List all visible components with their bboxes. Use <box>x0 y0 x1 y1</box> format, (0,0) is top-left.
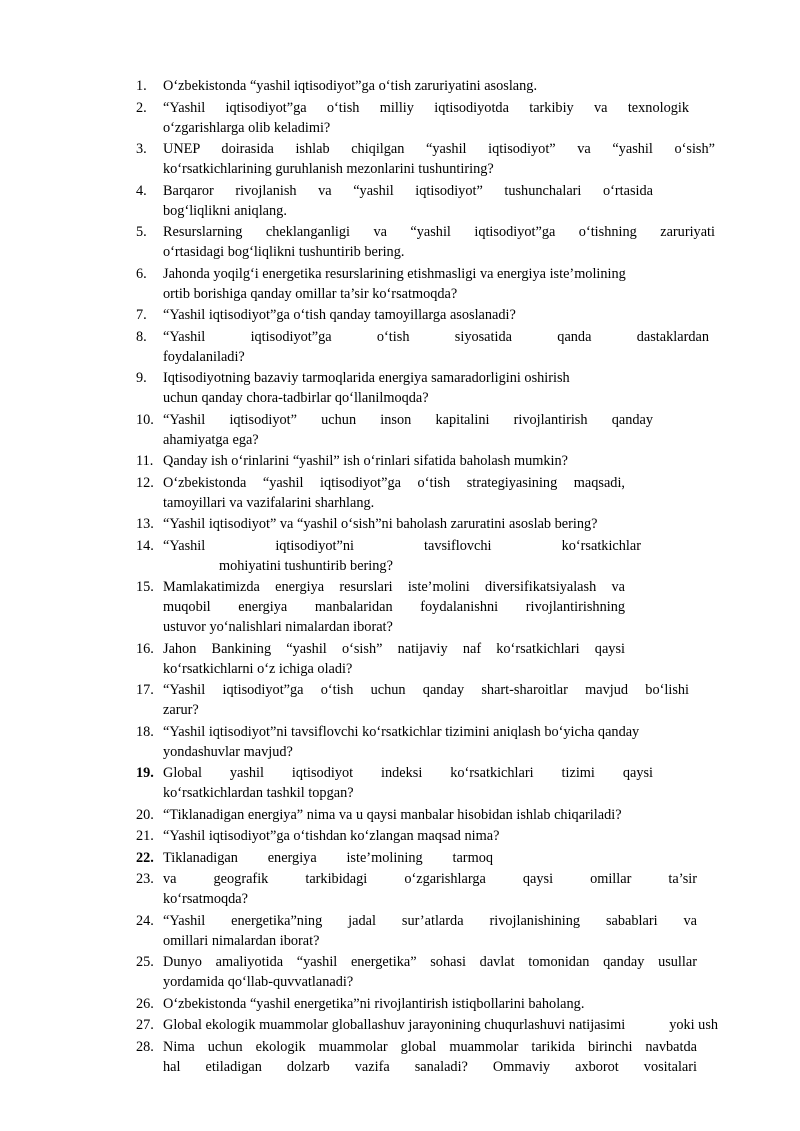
item-text: Barqaror rivojlanish va “yashil iqtisodiyot” tushunchalari o‘rtasida <box>163 182 653 199</box>
item-text: O‘zbekistonda “yashil iqtisodiyot”ga o‘tish zaruriyatini asoslang. <box>163 78 538 94</box>
item-number: 12. <box>136 474 154 491</box>
item-text: Iqtisodiyotning bazaviy tarmoqlarida energiya samaradorligini oshirish <box>163 370 570 386</box>
item-number: 5. <box>136 224 147 240</box>
item-number: 17. <box>136 682 154 698</box>
item-text: “Yashil iqtisodiyot”ga o‘tish milliy iqtisodiyotda tarkibiy va texnologik <box>163 99 689 116</box>
item-number: 11. <box>136 453 154 469</box>
item-text: Jahonda yoqilg‘i energetika resurslarining etishmasligi va energiya iste’molining <box>163 265 626 282</box>
item-number: 28. <box>136 1038 154 1055</box>
item-number: 3. <box>136 141 147 157</box>
list-item <box>0 305 800 325</box>
item-number: 7. <box>136 307 147 323</box>
item-text: o‘rtasidagi bog‘liqlikni tushuntirib bering. <box>163 244 405 260</box>
item-text-part: yoki ush <box>669 1017 719 1033</box>
list-item <box>0 222 800 262</box>
item-text: Global yashil iqtisodiyot indeksi ko‘rsatkichlari tizimi qaysi <box>163 765 653 781</box>
item-text: “Tiklanadigan energiya” nima va u qaysi manbalar hisobidan ishlab chiqariladi? <box>163 806 622 823</box>
item-text: va geografik tarkibidagi o‘zgarishlarga qaysi omillar ta’sir <box>163 871 697 887</box>
item-text: yondashuvlar mavjud? <box>163 743 293 760</box>
item-number: 25. <box>136 954 154 970</box>
item-text: UNEP doirasida ishlab chiqilgan “yashil iqtisodiyot” va “yashil o‘sish” <box>163 141 715 157</box>
list-item <box>0 911 800 951</box>
list-item <box>0 451 800 471</box>
list-item <box>0 368 800 408</box>
item-text: muqobil energiya manbalaridan foydalanishni rivojlantirishning <box>163 599 625 615</box>
item-text: ko‘rsatkichlarining guruhlanish mezonlarini tushuntiring? <box>163 161 494 177</box>
item-number: 26. <box>136 995 154 1012</box>
list-item <box>0 639 800 679</box>
list-item <box>0 826 800 846</box>
item-text: bog‘liqlikni aniqlang. <box>163 202 287 219</box>
item-text: Nima uchun ekologik muammolar global muammolar tarikida birinchi navbatda <box>163 1038 697 1055</box>
item-text: foydalaniladi? <box>163 348 245 365</box>
list-item <box>0 1015 800 1035</box>
item-text: Jahon Bankining “yashil o‘sish” natijaviy naf ko‘rsatkichlari qaysi <box>163 640 625 657</box>
list-item <box>0 722 800 762</box>
item-text: omillari nimalardan iborat? <box>163 932 320 949</box>
item-text: “Yashil iqtisodiyot” uchun inson kapitalini rivojlantirish qanday <box>163 411 653 428</box>
item-text: “Yashil iqtisodiyot” va “yashil o‘sish”ni baholash zaruratini asoslab bering? <box>163 516 598 532</box>
item-number: 6. <box>136 265 147 282</box>
item-text: o‘zgarishlarga olib keladimi? <box>163 119 331 136</box>
list-item <box>0 763 800 803</box>
list-item <box>0 869 800 909</box>
list-item <box>0 680 800 720</box>
item-number: 13. <box>136 516 154 532</box>
item-text: ustuvor yo‘nalishlari nimalardan iborat? <box>163 619 393 635</box>
list-item <box>0 410 800 450</box>
item-text: Mamlakatimizda energiya resurslari iste’molini diversifikatsiyalash va <box>163 579 625 595</box>
list-item <box>0 536 800 576</box>
item-number: 15. <box>136 579 154 595</box>
list-item <box>0 577 800 637</box>
item-text-part: Global ekologik muammolar globallashuv jarayonining chuqurlashuvi natijasimi <box>163 1017 626 1033</box>
list-item <box>0 181 800 221</box>
list-item <box>0 848 800 868</box>
item-text <box>163 1015 800 1035</box>
list-item <box>0 805 800 825</box>
list-item <box>0 952 800 992</box>
item-text: “Yashil iqtisodiyot”ga o‘tish qanday tamoyillarga asoslanadi? <box>163 307 516 323</box>
list-item <box>0 139 800 179</box>
item-number: 16. <box>136 640 154 657</box>
item-text: ortib borishiga qanday omillar ta’sir ko‘rsatmoqda? <box>163 285 458 302</box>
list-item <box>0 473 800 513</box>
item-text: ko‘rsatkichlarni o‘z ichiga oladi? <box>163 660 353 677</box>
item-number: 4. <box>136 182 147 199</box>
item-text: “Yashil iqtisodiyot”ni tavsiflovchi ko‘rsatkichlar <box>163 537 641 554</box>
list-item <box>0 98 800 138</box>
question-list <box>0 76 800 1078</box>
item-text: ko‘rsatmoqda? <box>163 891 248 907</box>
item-text: “Yashil iqtisodiyot”ga o‘tish uchun qanday shart-sharoitlar mavjud bo‘lishi <box>163 682 689 698</box>
item-text: zarur? <box>163 702 199 718</box>
item-text: Qanday ish o‘rinlarini “yashil” ish o‘rinlari sifatida baholash mumkin? <box>163 453 568 469</box>
item-number: 27. <box>136 1017 154 1033</box>
item-text: Resurslarning cheklanganligi va “yashil iqtisodiyot”ga o‘tishning zaruriyati <box>163 224 715 240</box>
list-item <box>0 327 800 367</box>
item-number: 9. <box>136 370 147 386</box>
item-text: Dunyo amaliyotida “yashil energetika” sohasi davlat tomonidan qanday usullar <box>163 954 697 970</box>
item-text: ko‘rsatkichlardan tashkil topgan? <box>163 785 354 801</box>
item-number: 24. <box>136 912 154 929</box>
item-text: yordamida qo‘llab-quvvatlanadi? <box>163 974 354 990</box>
item-number: 18. <box>136 723 154 740</box>
item-text: mohiyatini tushuntirib bering? <box>219 557 393 574</box>
item-text: “Yashil iqtisodiyot”ga o‘tish siyosatida qanda dastaklardan <box>163 328 709 345</box>
list-item <box>0 76 800 96</box>
item-number: 1. <box>136 78 147 94</box>
item-text: ahamiyatga ega? <box>163 431 259 448</box>
item-text: uchun qanday chora-tadbirlar qo‘llanilmoqda? <box>163 390 429 406</box>
item-text: “Yashil iqtisodiyot”ga o‘tishdan ko‘zlangan maqsad nima? <box>163 828 500 844</box>
item-number: 22. <box>136 849 154 866</box>
list-item <box>0 264 800 304</box>
item-number: 14. <box>136 537 154 554</box>
item-number: 8. <box>136 328 147 345</box>
item-number: 2. <box>136 99 147 116</box>
list-item <box>0 1037 800 1077</box>
item-number: 20. <box>136 806 154 823</box>
item-number: 23. <box>136 871 154 887</box>
item-text: “Yashil energetika”ning jadal sur’atlarda rivojlanishining sabablari va <box>163 912 697 929</box>
item-text: tamoyillari va vazifalarini sharhlang. <box>163 494 375 511</box>
item-text: Tiklanadigan energiya iste’molining tarmoq <box>163 849 493 866</box>
item-number: 21. <box>136 828 154 844</box>
item-number: 19. <box>136 765 154 781</box>
item-text: O‘zbekistonda “yashil energetika”ni rivojlantirish istiqbollarini baholang. <box>163 995 585 1012</box>
list-item <box>0 994 800 1014</box>
item-text: O‘zbekistonda “yashil iqtisodiyot”ga o‘tish strategiyasining maqsadi, <box>163 474 625 491</box>
item-number: 10. <box>136 411 154 428</box>
item-text: “Yashil iqtisodiyot”ni tavsiflovchi ko‘rsatkichlar tizimini aniqlash bo‘yicha qanday <box>163 723 640 740</box>
list-item <box>0 514 800 534</box>
item-text: hal etiladigan dolzarb vazifa sanaladi? Ommaviy axborot vositalari <box>163 1058 697 1075</box>
